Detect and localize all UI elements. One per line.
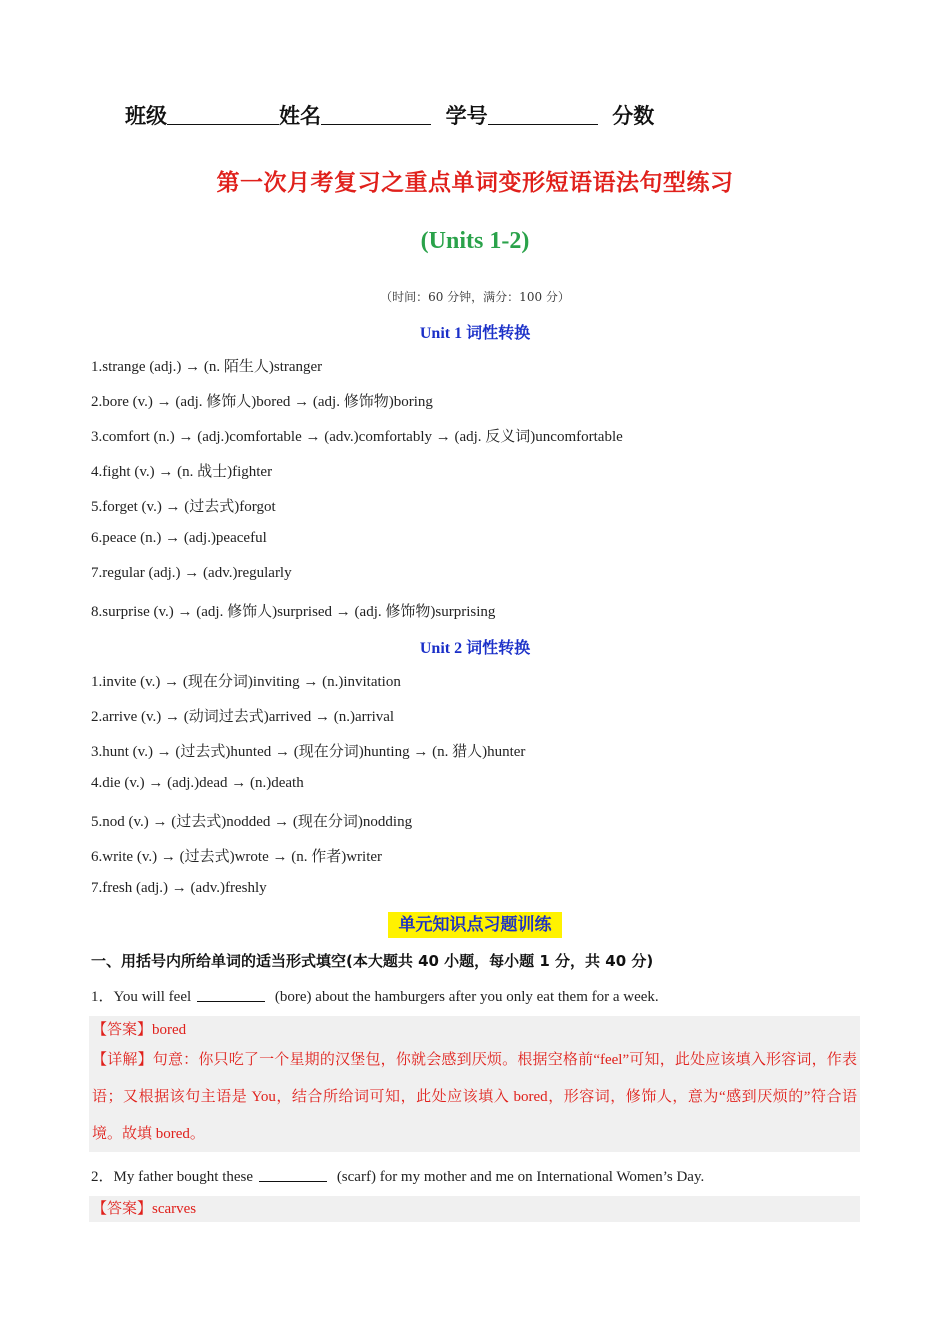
unit2-item: 7.fresh (adj.) → (adv.)freshly — [91, 880, 267, 896]
unit1-item: 6.peace (n.) → (adj.)peaceful — [91, 530, 267, 546]
page-title: 第一次月考复习之重点单词变形短语语法句型练习 — [216, 170, 734, 196]
question-1 — [91, 985, 659, 1006]
section-tag: 单元知识点习题训练 — [388, 912, 562, 938]
student-id-label: 学号 — [445, 104, 488, 128]
unit1-item: 5.forget (v.) → (过去式)forgot — [91, 499, 276, 515]
student-info-line — [125, 100, 654, 130]
student-id-blank[interactable] — [488, 104, 598, 125]
unit2-item: 5.nod (v.) → (过去式)nodded → (现在分词)nodding — [91, 814, 413, 830]
answer-detail: 【详解】句意：你只吃了一个星期的汉堡包，你就会感到厌烦。根据空格前“feel”可知，此处应该填入形容词，作表语；又根据该句主语是 You，结合所给词可知，此处应该填入 bored，形容词，修饰人，意为“感到厌烦的”符合语境。故填 bored。 — [92, 1052, 857, 1142]
name-blank[interactable] — [321, 104, 431, 125]
unit2-heading: Unit 2 词性转换 — [419, 640, 531, 657]
unit2-item: 6.write (v.) → (过去式)wrote → (n. 作者)writer — [91, 849, 383, 865]
name-label: 姓名 — [279, 104, 321, 128]
unit2-item: 3.hunt (v.) → (过去式)hunted → (现在分词)hunting → (n. 猎人)hunter — [91, 744, 526, 760]
time-note: （时间：60 分钟，满分：100 分） — [380, 290, 570, 304]
unit2-item: 4.die (v.) → (adj.)dead → (n.)death — [91, 775, 304, 791]
unit1-item: 4.fight (v.) → (n. 战士)fighter — [91, 464, 273, 480]
answer-blank[interactable] — [197, 987, 265, 1002]
unit1-item: 7.regular (adj.) → (adv.)regularly — [91, 565, 292, 581]
question-text: 1．You will feel — [91, 989, 192, 1005]
unit1-heading: Unit 1 词性转换 — [419, 325, 531, 342]
page-subtitle: (Units 1-2) — [420, 228, 530, 254]
part-heading: 一、用括号内所给单词的适当形式填空(本大题共 40 小题，每小题 1 分，共 40 分) — [91, 952, 654, 970]
unit1-item: 3.comfort (n.) → (adj.)comfortable → (adv.)comfortably → (adj. 反义词)uncomfortable — [91, 429, 623, 445]
question-text: (scarf) for my mother and me on International Women’s Day. — [336, 1169, 705, 1185]
answer-text: 【答案】scarves — [92, 1201, 197, 1217]
score-label: 分数 — [612, 104, 655, 128]
class-blank[interactable] — [167, 104, 279, 125]
question-text: (bore) about the hamburgers after you only eat them for a week. — [274, 989, 659, 1005]
class-label: 班级 — [125, 104, 167, 128]
unit1-item: 8.surprise (v.) → (adj. 修饰人)surprised → (adj. 修饰物)surprising — [91, 604, 496, 620]
question-text: 2．My father bought these — [91, 1169, 254, 1185]
answer-text: 【答案】bored — [92, 1022, 187, 1038]
answer-box-1 — [89, 1016, 860, 1152]
question-2 — [91, 1165, 704, 1186]
unit1-item: 1.strange (adj.) → (n. 陌生人)stranger — [91, 359, 323, 375]
unit1-item: 2.bore (v.) → (adj. 修饰人)bored → (adj. 修饰物)boring — [91, 394, 433, 410]
answer-blank[interactable] — [259, 1167, 327, 1182]
answer-box-2 — [89, 1196, 860, 1222]
unit2-item: 2.arrive (v.) → (动词过去式)arrived → (n.)arrival — [91, 709, 395, 725]
unit2-item: 1.invite (v.) → (现在分词)inviting → (n.)invitation — [91, 674, 401, 690]
